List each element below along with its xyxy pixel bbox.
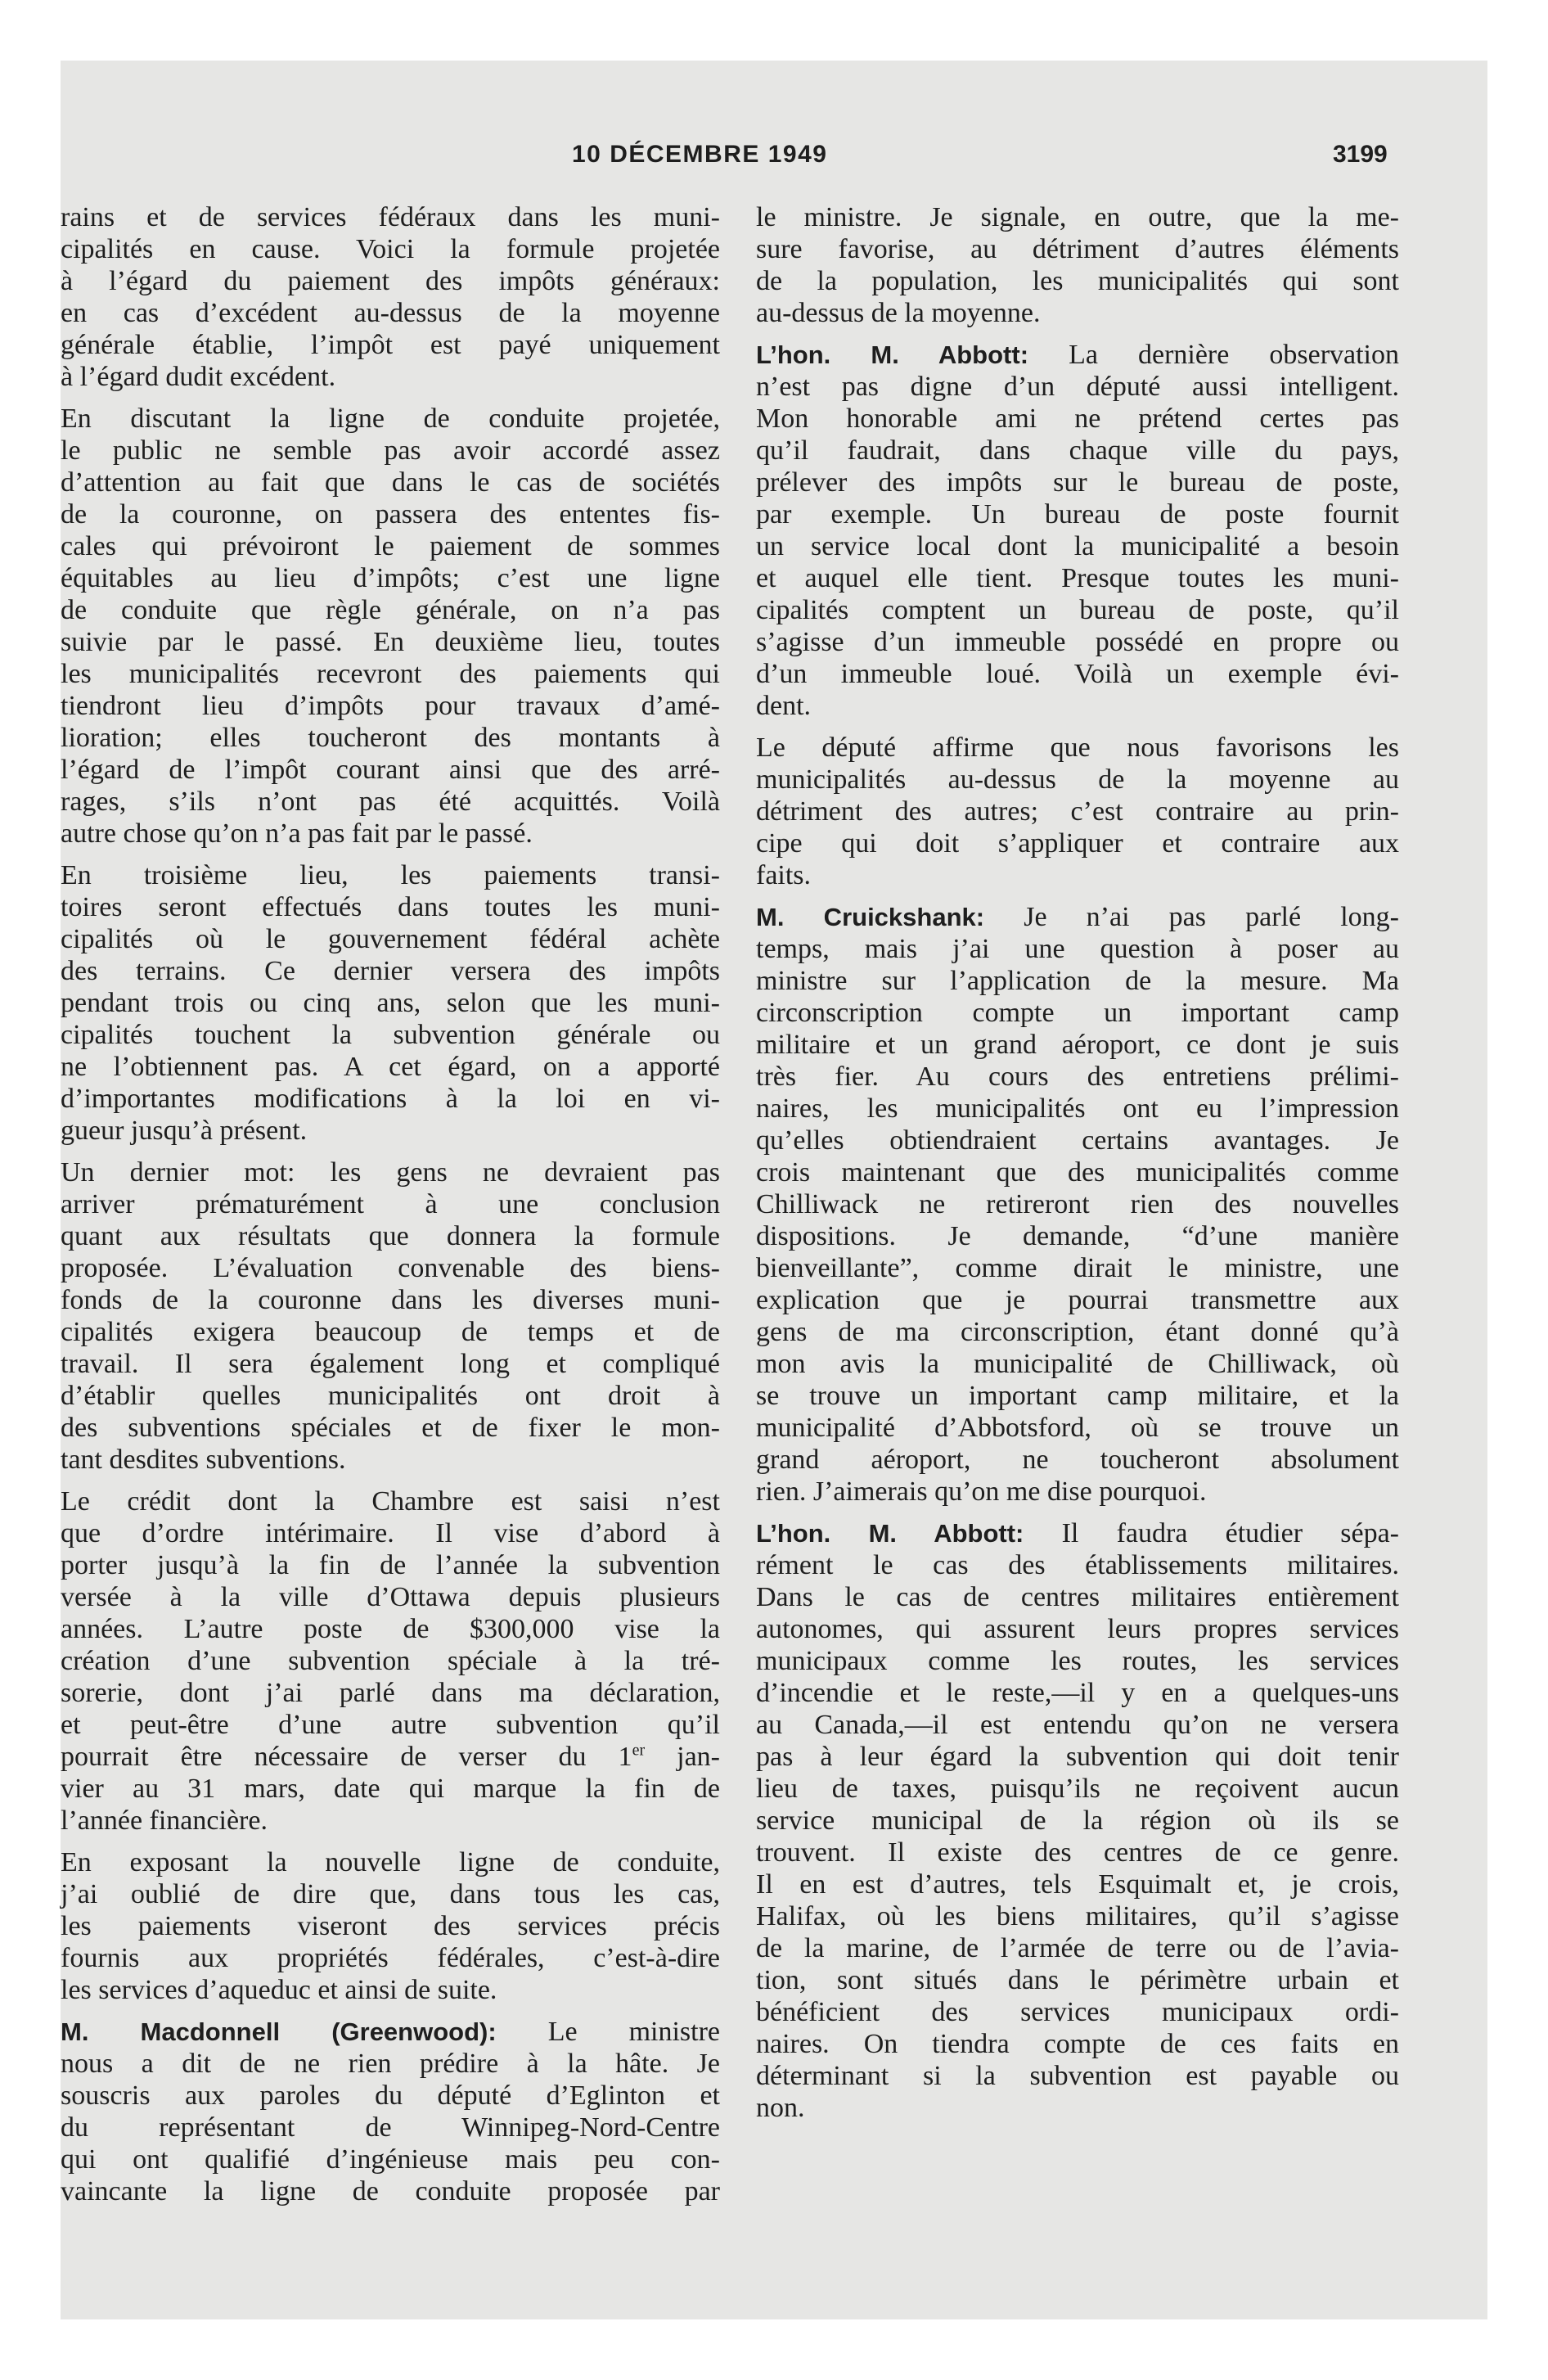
text-line: dispositions. Je demande, “d’une manière — [756, 1221, 1399, 1251]
text-fragment: Il faudra étudier sépa- — [1024, 1518, 1400, 1548]
text-line: rément le cas des établissements militaires. — [756, 1550, 1399, 1580]
text-line: Chilliwack ne retireront rien des nouvelles — [756, 1189, 1399, 1219]
text-line: autre chose qu’on n’a pas fait par le passé. — [61, 818, 533, 849]
text-line: gueur jusqu’à présent. — [61, 1116, 308, 1146]
text-line: les municipalités recevront des paiements qui — [61, 659, 720, 689]
text-line: de la population, les municipalités qui sont — [756, 266, 1399, 296]
text-line: l’année financière. — [61, 1805, 268, 1836]
text-line: s’agisse d’un immeuble possédé en propre ou — [756, 627, 1399, 657]
text-line: quant aux résultats que donnera la formule — [61, 1221, 720, 1251]
text-line — [756, 1517, 1399, 1549]
text-line: et peut-être d’une autre subvention qu’il — [61, 1710, 720, 1740]
text-line: à l’égard du paiement des impôts généraux: — [61, 266, 720, 296]
text-line: au-dessus de la moyenne. — [756, 298, 1041, 328]
text-line: En troisième lieu, les paiements transi- — [61, 860, 720, 890]
text-line: Dans le cas de centres militaires entièrement — [756, 1582, 1399, 1612]
text-line: les services d’aqueduc et ainsi de suite. — [61, 1975, 497, 2005]
text-line: explication que je pourrai transmettre aux — [756, 1285, 1399, 1315]
running-header — [61, 141, 1487, 190]
text-line: à l’égard dudit excédent. — [61, 362, 336, 392]
text-line: le public ne semble pas avoir accordé assez — [61, 435, 720, 466]
text-line: déterminant si la subvention est payable ou — [756, 2061, 1399, 2091]
text-line: tion, sont situés dans le périmètre urbain et — [756, 1965, 1399, 1995]
text-line: ne l’obtiennent pas. A cet égard, on a apporté — [61, 1052, 720, 1082]
paragraph — [756, 1517, 1399, 2124]
text-line: cipe qui doit s’appliquer et contraire aux — [756, 828, 1399, 859]
text-line: lioration; elles toucheront des montants à — [61, 723, 720, 753]
text-line: j’ai oublié de dire que, dans tous les cas, — [61, 1879, 720, 1909]
text-line: en cas d’excédent au-dessus de la moyenne — [61, 298, 720, 328]
text-line: gens de ma circonscription, étant donné qu’à — [756, 1317, 1399, 1347]
header-date: 10 DÉCEMBRE 1949 — [572, 141, 828, 168]
text-line: prélever des impôts sur le bureau de poste, — [756, 467, 1399, 498]
text-line: trouvent. Il existe des centres de ce genre. — [756, 1837, 1399, 1868]
text-line: proposée. L’évaluation convenable des biens- — [61, 1253, 720, 1283]
text-line: temps, mais j’ai une question à poser au — [756, 934, 1399, 964]
text-line: au Canada,—il est entendu qu’on ne versera — [756, 1710, 1399, 1740]
text-line: mon avis la municipalité de Chilliwack, où — [756, 1349, 1399, 1379]
superscript: er — [632, 1741, 646, 1760]
text-line: Mon honorable ami ne prétend certes pas — [756, 403, 1399, 434]
text-line — [756, 339, 1399, 371]
text-line: cipalités où le gouvernement fédéral achète — [61, 924, 720, 954]
document-page — [61, 61, 1487, 2319]
text-line: suivie par le passé. En deuxième lieu, toutes — [61, 627, 720, 657]
text-line: d’attention au fait que dans le cas de sociétés — [61, 467, 720, 498]
text-line: les paiements viseront des services précis — [61, 1911, 720, 1941]
text-line: d’importantes modifications à la loi en vi- — [61, 1084, 720, 1114]
text-line: d’incendie et le reste,—il y en a quelques-uns — [756, 1678, 1399, 1708]
right-column — [756, 201, 1399, 2124]
text-line: Il en est d’autres, tels Esquimalt et, je crois, — [756, 1869, 1399, 1900]
text-line: grand aéroport, ne toucheront absolument — [756, 1445, 1399, 1475]
text-line: municipaux comme les routes, les services — [756, 1646, 1399, 1676]
paragraph — [61, 1485, 720, 1837]
text-line: crois maintenant que des municipalités comme — [756, 1157, 1399, 1188]
text-line: souscris aux paroles du député d’Eglinton et — [61, 2080, 720, 2111]
text-line: de la couronne, on passera des ententes fis- — [61, 499, 720, 530]
text-line: autonomes, qui assurent leurs propres services — [756, 1614, 1399, 1644]
text-line — [61, 1741, 720, 1773]
speaker-name: M. Macdonnell (Greenwood): — [61, 2017, 497, 2046]
text-line: l’égard de l’impôt courant ainsi que des arré- — [61, 755, 720, 785]
speaker-name: M. Cruickshank: — [756, 903, 985, 931]
text-line: détriment des autres; c’est contraire au prin- — [756, 796, 1399, 827]
text-line: tiendront lieu d’impôts pour travaux d’amé- — [61, 691, 720, 721]
text-line: pendant trois ou cinq ans, selon que les muni- — [61, 988, 720, 1018]
text-line: équitables au lieu d’impôts; c’est une ligne — [61, 563, 720, 593]
text-line: cales qui prévoiront le paiement de sommes — [61, 531, 720, 561]
text-line: et auquel elle tient. Presque toutes les muni- — [756, 563, 1399, 593]
paragraph — [61, 201, 720, 393]
text-line: création d’une subvention spéciale à la tré- — [61, 1646, 720, 1676]
text-line: qui ont qualifié d’ingénieuse mais peu con- — [61, 2144, 720, 2175]
text-line: Un dernier mot: les gens ne devraient pas — [61, 1157, 720, 1188]
text-line: de conduite que règle générale, on n’a pas — [61, 595, 720, 625]
text-line: naires, les municipalités ont eu l’impression — [756, 1093, 1399, 1124]
text-line: cipalités exigera beaucoup de temps et de — [61, 1317, 720, 1347]
paragraph — [756, 201, 1399, 329]
paragraph — [61, 403, 720, 850]
text-line: du représentant de Winnipeg-Nord-Centre — [61, 2112, 720, 2143]
text-line: ministre sur l’application de la mesure. Ma — [756, 966, 1399, 996]
text-line: tant desdites subventions. — [61, 1445, 346, 1475]
text-line: En exposant la nouvelle ligne de conduite, — [61, 1847, 720, 1877]
speaker-name: L’hon. M. Abbott: — [756, 340, 1029, 369]
text-line: qu’il faudrait, dans chaque ville du pays, — [756, 435, 1399, 466]
text-line: toires seront effectués dans toutes les muni- — [61, 892, 720, 922]
text-line: Halifax, où les biens militaires, qu’il s’agisse — [756, 1901, 1399, 1931]
text-line: sure favorise, au détriment d’autres éléments — [756, 234, 1399, 264]
text-line: versée à la ville d’Ottawa depuis plusieurs — [61, 1582, 720, 1612]
text-line: travail. Il sera également long et compliqué — [61, 1349, 720, 1379]
text-line: cipalités en cause. Voici la formule projetée — [61, 234, 720, 264]
text-line: de la marine, de l’armée de terre ou de l’avia- — [756, 1933, 1399, 1963]
text-line: n’est pas digne d’un député aussi intelligent. — [756, 372, 1399, 402]
text-line: années. L’autre poste de $300,000 vise la — [61, 1614, 720, 1644]
paragraph — [756, 901, 1399, 1508]
text-line: par exemple. Un bureau de poste fournit — [756, 499, 1399, 530]
text-line: vier au 31 mars, date qui marque la fin de — [61, 1774, 720, 1804]
paragraph — [756, 339, 1399, 722]
paragraph — [61, 2016, 720, 2207]
text-line: rien. J’aimerais qu’on me dise pourquoi. — [756, 1476, 1207, 1507]
text-line: bienveillante”, comme dirait le ministre, une — [756, 1253, 1399, 1283]
text-line: générale établie, l’impôt est payé uniquement — [61, 330, 720, 360]
text-line: Le député affirme que nous favorisons les — [756, 732, 1399, 763]
text-line: cipalités touchent la subvention générale ou — [61, 1020, 720, 1050]
paragraph — [61, 859, 720, 1147]
text-line: rages, s’ils n’ont pas été acquittés. Voilà — [61, 787, 720, 817]
text-line: un service local dont la municipalité a besoin — [756, 531, 1399, 561]
text-line: porter jusqu’à la fin de l’année la subvention — [61, 1550, 720, 1580]
text-line — [756, 901, 1399, 933]
text-line: que d’ordre intérimaire. Il vise d’abord à — [61, 1518, 720, 1548]
text-line: pas à leur égard la subvention qui doit tenir — [756, 1742, 1399, 1772]
text-line: Le crédit dont la Chambre est saisi n’est — [61, 1486, 720, 1517]
text-line: le ministre. Je signale, en outre, que la me- — [756, 202, 1399, 232]
paragraph — [61, 1846, 720, 2006]
text-line: rains et de services fédéraux dans les muni- — [61, 202, 720, 232]
text-line: circonscription compte un important camp — [756, 998, 1399, 1028]
text-line: des subventions spéciales et de fixer le mon- — [61, 1413, 720, 1443]
text-line: En discutant la ligne de conduite projetée, — [61, 403, 720, 434]
text-line: faits. — [756, 860, 812, 890]
text-line: des terrains. Ce dernier versera des impôts — [61, 956, 720, 986]
text-line: fournis aux propriétés fédérales, c’est-à-dire — [61, 1943, 720, 1973]
text-line: d’établir quelles municipalités ont droit à — [61, 1381, 720, 1411]
text-line: se trouve un important camp militaire, et la — [756, 1381, 1399, 1411]
text-line: service municipal de la région où ils se — [756, 1805, 1399, 1836]
text-fragment: pourrait être nécessaire de verser du 1 — [61, 1742, 632, 1772]
text-line: sorerie, dont j’ai parlé dans ma déclaration, — [61, 1678, 720, 1708]
text-line: non. — [756, 2093, 805, 2123]
paragraph — [756, 732, 1399, 891]
text-line: très fier. Au cours des entretiens prélimi- — [756, 1062, 1399, 1092]
text-line: militaire et un grand aéroport, ce dont je suis — [756, 1030, 1399, 1060]
speaker-name: L’hon. M. Abbott: — [756, 1519, 1024, 1548]
text-line: municipalité d’Abbotsford, où se trouve un — [756, 1413, 1399, 1443]
text-line: dent. — [756, 691, 812, 721]
text-line: vaincante la ligne de conduite proposée par — [61, 2176, 720, 2206]
text-line: fonds de la couronne dans les diverses muni- — [61, 1285, 720, 1315]
paragraph — [61, 1156, 720, 1476]
text-line: municipalités au-dessus de la moyenne au — [756, 764, 1399, 795]
text-fragment: jan- — [645, 1742, 720, 1772]
text-fragment: Je n’ai pas parlé long- — [984, 902, 1399, 932]
text-line: lieu de taxes, puisqu’ils ne reçoivent aucun — [756, 1774, 1399, 1804]
text-line — [61, 2016, 720, 2048]
page-number: 3199 — [1333, 141, 1388, 168]
left-column — [61, 201, 720, 2207]
text-line: d’un immeuble loué. Voilà un exemple évi- — [756, 659, 1399, 689]
text-line: cipalités comptent un bureau de poste, qu’il — [756, 595, 1399, 625]
text-line: arriver prématurément à une conclusion — [61, 1189, 720, 1219]
text-line: nous a dit de ne rien prédire à la hâte. Je — [61, 2049, 720, 2079]
text-line: bénéficient des services municipaux ordi- — [756, 1997, 1399, 2027]
text-line: qu’elles obtiendraient certains avantages. Je — [756, 1125, 1399, 1156]
text-fragment: La dernière observation — [1028, 340, 1400, 370]
text-fragment: Le ministre — [496, 2017, 720, 2047]
text-line: naires. On tiendra compte de ces faits en — [756, 2029, 1399, 2059]
